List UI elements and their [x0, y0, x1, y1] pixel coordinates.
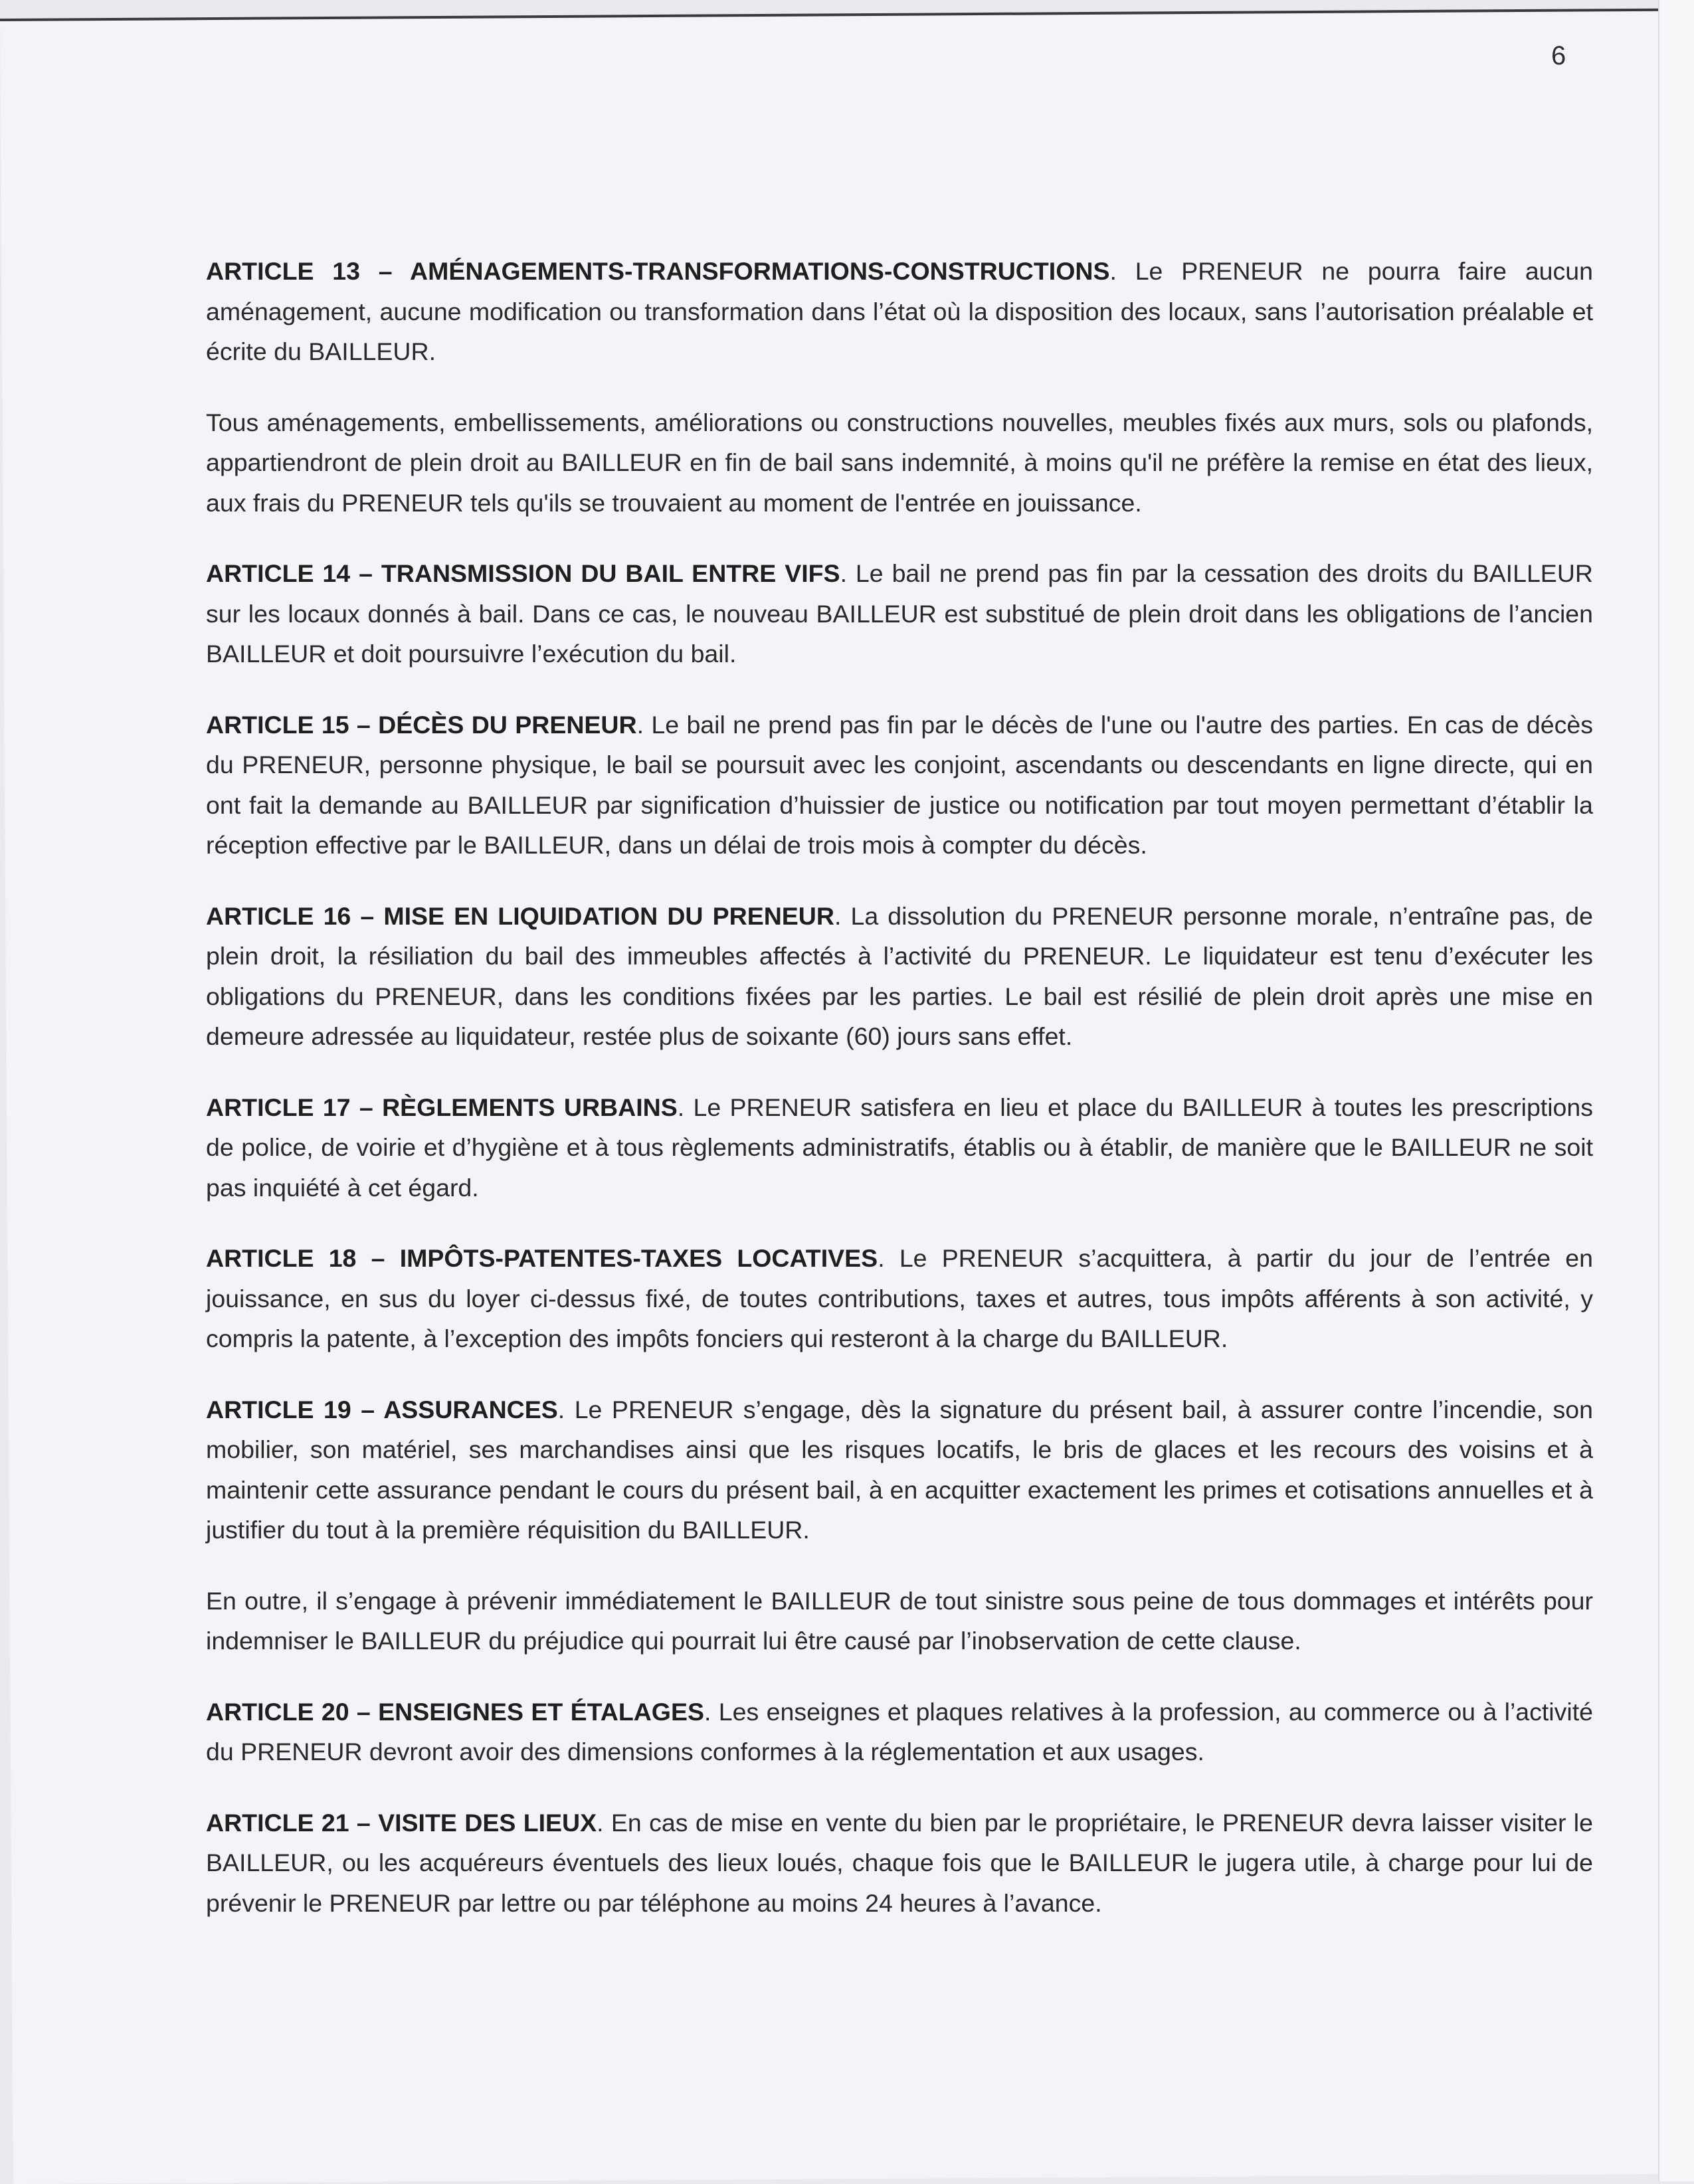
- article-20-heading: ARTICLE 20 – ENSEIGNES ET ÉTALAGES: [206, 1697, 704, 1726]
- article-19-text: Le PRENEUR s’engage, dès la signature du présent bail, à assurer contre l’incendie, son mobilier, son matériel, ses marchandises ainsi que les risques locatifs, le bris de glaces et les recours des voisins et à maintenir cette assurance pendant le cours du présent bail, à en acquitter exactement les primes et cotisations annuelles et à justifier du tout à la première réquisition du BAILLEUR.: [206, 1395, 1593, 1544]
- article-19-heading: ARTICLE 19 – ASSURANCES: [206, 1395, 558, 1423]
- article-17-text: Le PRENEUR satisfera en lieu et place du BAILLEUR à toutes les prescriptions de police, de voirie et d’hygiène et à tous règlements administratifs, établis ou à établir, de manière que le BAILLEUR ne soit pas inquiété à cet égard.: [206, 1093, 1594, 1202]
- article-13-paragraph-2: Tous aménagements, embellissements, améliorations ou constructions nouvelles, meubles fixés aux murs, sols ou plafonds, appartiendront de plein droit au BAILLEUR en fin de bail sans indemnité, à moins qu'il ne préfère la remise en état des lieux, aux frais du PRENEUR tels qu'ils se trouvaient au moment de l'entrée en jouissance.: [206, 408, 1593, 517]
- article-15-paragraph-1: ARTICLE 15 – DÉCÈS DU PRENEUR. Le bail ne prend pas fin par le décès de l'une ou l'autre des parties. En cas de décès du PRENEUR, personne physique, le bail se poursuit avec les conjoint, ascendants ou descendants en ligne directe, qui en ont fait la demande au BAILLEUR par signification d’huissier de justice ou notification par tout moyen permettant d’établir la réception effective par le BAILLEUR, dans un délai de trois mois à compter du décès.: [206, 710, 1593, 859]
- article-16-paragraph-1: ARTICLE 16 – MISE EN LIQUIDATION DU PRENEUR. La dissolution du PRENEUR personne morale, n’entraîne pas, de plein droit, la résiliation du bail des immeubles affectés à l’activité du PRENEUR. Le liquidateur est tenu d’exécuter les obligations du PRENEUR, dans les conditions fixées par les parties. Le bail est résilié de plein droit après une mise en demeure adressée au liquidateur, restée plus de soixante (60) jours sans effet.: [206, 901, 1594, 1050]
- article-19-paragraph-1: ARTICLE 19 – ASSURANCES. Le PRENEUR s’engage, dès la signature du présent bail, à assurer contre l’incendie, son mobilier, son matériel, ses marchandises ainsi que les risques locatifs, le bris de glaces et les recours des voisins et à maintenir cette assurance pendant le cours du présent bail, à en acquitter exactement les primes et cotisations annuelles et à justifier du tout à la première réquisition du BAILLEUR.: [206, 1395, 1593, 1544]
- article-20-text: Les enseignes et plaques relatives à la profession, au commerce ou à l’activité du PRENEUR devront avoir des dimensions conformes à la réglementation et aux usages.: [206, 1697, 1593, 1766]
- page-edge: [1658, 0, 1694, 2181]
- article-15-heading: ARTICLE 15 – DÉCÈS DU PRENEUR: [206, 710, 637, 739]
- article-16-heading: ARTICLE 16 – MISE EN LIQUIDATION DU PRENEUR: [206, 901, 834, 930]
- article-13-text: Le PRENEUR ne pourra faire aucun aménagement, aucune modification ou transformation dans l’état où la disposition des locaux, sans l’autorisation préalable et écrite du BAILLEUR.: [206, 257, 1593, 365]
- page-number: 6: [1551, 41, 1566, 70]
- article-18-paragraph-1: ARTICLE 18 – IMPÔTS-PATENTES-TAXES LOCATIVES. Le PRENEUR s’acquittera, à partir du jour de l’entrée en jouissance, en sus du loyer ci-dessus fixé, de toutes contributions, taxes et autres, tous impôts afférents à son activité, y compris la patente, à l’exception des impôts fonciers qui resteront à la charge du BAILLEUR.: [206, 1244, 1593, 1352]
- document-body: [206, 251, 1593, 1954]
- article-21-paragraph-1: ARTICLE 21 – VISITE DES LIEUX. En cas de mise en vente du bien par le propriétaire, le PRENEUR devra laisser visiter le BAILLEUR, ou les acquéreurs éventuels des lieux loués, chaque fois que le BAILLEUR le jugera utile, à charge pour lui de prévenir le PRENEUR par lettre ou par téléphone au moins 24 heures à l’avance.: [206, 1808, 1593, 1917]
- article-16-text: La dissolution du PRENEUR personne morale, n’entraîne pas, de plein droit, la résiliation du bail des immeubles affectés à l’activité du PRENEUR. Le liquidateur est tenu d’exécuter les obligations du PRENEUR, dans les conditions fixées par les parties. Le bail est résilié de plein droit après une mise en demeure adressée au liquidateur, restée plus de soixante (60) jours sans effet.: [206, 901, 1594, 1050]
- article-17-paragraph-1: ARTICLE 17 – RÈGLEMENTS URBAINS. Le PRENEUR satisfera en lieu et place du BAILLEUR à toutes les prescriptions de police, de voirie et d’hygiène et à tous règlements administratifs, établis ou à établir, de manière que le BAILLEUR ne soit pas inquiété à cet égard.: [206, 1093, 1594, 1202]
- article-18-heading: ARTICLE 18 – IMPÔTS-PATENTES-TAXES LOCATIVES: [206, 1244, 878, 1272]
- article-20-paragraph-1: ARTICLE 20 – ENSEIGNES ET ÉTALAGES. Les enseignes et plaques relatives à la profession, au commerce ou à l’activité du PRENEUR devront avoir des dimensions conformes à la réglementation et aux usages.: [206, 1697, 1593, 1766]
- article-21-text: En cas de mise en vente du bien par le propriétaire, le PRENEUR devra laisser visiter le BAILLEUR, ou les acquéreurs éventuels des lieux loués, chaque fois que le BAILLEUR le jugera utile, à charge pour lui de prévenir le PRENEUR par lettre ou par téléphone au moins 24 heures à l’avance.: [206, 1808, 1593, 1917]
- article-21-heading: ARTICLE 21 – VISITE DES LIEUX: [206, 1808, 597, 1837]
- article-13-paragraph-1: ARTICLE 13 – AMÉNAGEMENTS-TRANSFORMATIONS-CONSTRUCTIONS. Le PRENEUR ne pourra faire aucun aménagement, aucune modification ou transformation dans l’état où la disposition des locaux, sans l’autorisation préalable et écrite du BAILLEUR.: [206, 257, 1593, 365]
- article-17-heading: ARTICLE 17 – RÈGLEMENTS URBAINS: [206, 1093, 678, 1121]
- article-19-paragraph-2: En outre, il s’engage à prévenir immédiatement le BAILLEUR de tout sinistre sous peine de tous dommages et intérêts pour indemniser le BAILLEUR du préjudice qui pourrait lui être causé par l’inobservation de cette clause.: [206, 1586, 1593, 1655]
- article-13-heading: ARTICLE 13 – AMÉNAGEMENTS-TRANSFORMATIONS-CONSTRUCTIONS: [206, 257, 1110, 285]
- article-14-text: Le bail ne prend pas fin par la cessation des droits du BAILLEUR sur les locaux donnés à bail. Dans ce cas, le nouveau BAILLEUR est substitué de plein droit dans les obligations de l’ancien BAILLEUR et doit poursuivre l’exécution du bail.: [206, 559, 1593, 668]
- article-15-text: Le bail ne prend pas fin par le décès de l'une ou l'autre des parties. En cas de décès du PRENEUR, personne physique, le bail se poursuit avec les conjoint, ascendants ou descendants en ligne directe, qui en ont fait la demande au BAILLEUR par signification d’huissier de justice ou notification par tout moyen permettant d’établir la réception effective par le BAILLEUR, dans un délai de trois mois à compter du décès.: [206, 710, 1593, 859]
- article-18-text: Le PRENEUR s’acquittera, à partir du jour de l’entrée en jouissance, en sus du loyer ci-dessus fixé, de toutes contributions, taxes et autres, tous impôts afférents à son activité, y compris la patente, à l’exception des impôts fonciers qui resteront à la charge du BAILLEUR.: [206, 1244, 1593, 1352]
- article-14-heading: ARTICLE 14 – TRANSMISSION DU BAIL ENTRE VIFS: [206, 559, 840, 587]
- article-14-paragraph-1: ARTICLE 14 – TRANSMISSION DU BAIL ENTRE VIFS. Le bail ne prend pas fin par la cessation des droits du BAILLEUR sur les locaux donnés à bail. Dans ce cas, le nouveau BAILLEUR est substitué de plein droit dans les obligations de l’ancien BAILLEUR et doit poursuivre l’exécution du bail.: [206, 559, 1593, 668]
